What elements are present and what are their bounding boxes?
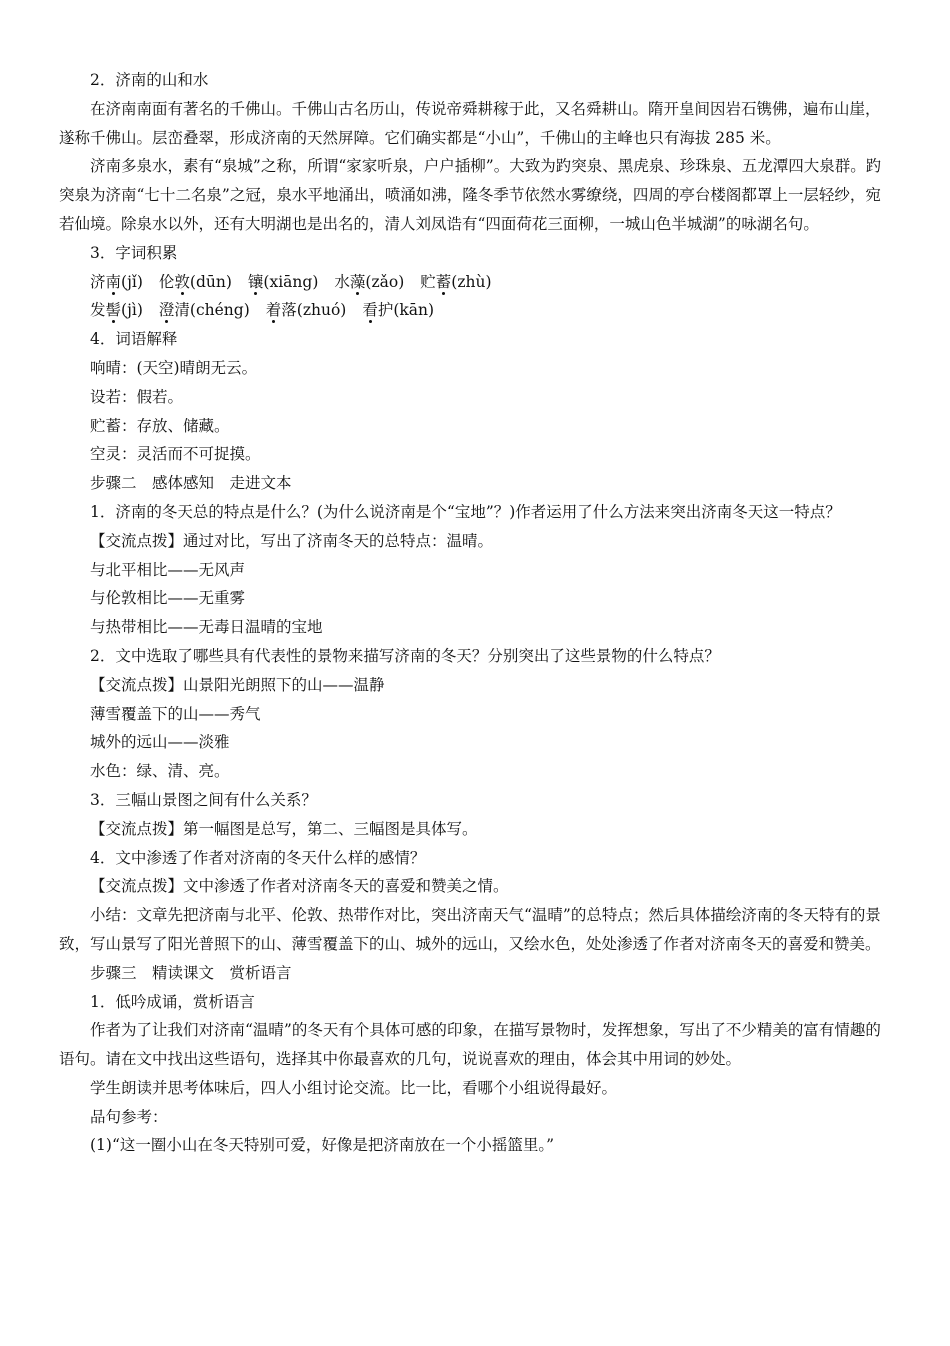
- section-heading-definitions: 4．词语解释: [90, 330, 178, 349]
- vocabulary-word: [334, 268, 404, 297]
- vocabulary-word-prefix: 济: [90, 272, 106, 291]
- section-heading-vocabulary: 3．字词积累: [90, 243, 178, 262]
- vocabulary-dotted-char: 藻: [349, 272, 366, 291]
- reference-sentence-1: (1)“这一圈小山在冬天特别可爱，好像是把济南放在一个小摇篮里。”: [90, 1136, 555, 1155]
- answer-1: 【交流点拨】通过对比，写出了济南冬天的总特点：温晴。: [90, 531, 494, 550]
- question-1: 1．济南的冬天总的特点是什么？(为什么说济南是个“宝地”？)作者运用了什么方法来突出济南冬天这一特点？: [90, 502, 841, 521]
- answer-1-line: 与伦敦相比——无重雾: [90, 589, 246, 608]
- vocabulary-pinyin: (zǎo): [365, 272, 405, 291]
- question-3: 3．三幅山景图之间有什么关系？: [90, 790, 317, 809]
- vocabulary-word-prefix: 水: [334, 272, 350, 291]
- question-2: 2．文中选取了哪些具有代表性的景物来描写济南的冬天？分别突出了这些景物的什么特点？: [90, 646, 720, 665]
- vocabulary-dotted-char: 着: [265, 301, 282, 320]
- reference-label: 品句参考：: [90, 1107, 168, 1126]
- vocabulary-word-prefix: 伦: [158, 272, 175, 291]
- step-three-subheading: 1．低吟成诵，赏析语言: [90, 992, 255, 1011]
- document-body: [59, 66, 895, 1160]
- vocabulary-pinyin: 护(kān): [377, 301, 435, 320]
- step-three-heading: 步骤三 精读课文 赏析语言: [90, 963, 292, 982]
- vocabulary-pinyin: (jì): [121, 301, 143, 320]
- vocabulary-word: [159, 268, 232, 297]
- paragraph-springs: 济南多泉水，素有“泉城”之称，所谓“家家听泉，户户插柳”。大致为趵突泉、黑虎泉、珍珠泉、五龙潭四大泉群。趵突泉为济南“七十二名泉”之冠，泉水平地涌出，喷涌如沸，隆冬季节依然水雾缭绕，四周的亭台楼阁都罩上一层轻纱，宛若仙境。除泉水以外，还有大明湖也是出名的，清人刘凤诰有“四面荷花三面柳，一城山色半城湖”的咏湖名句。: [59, 157, 882, 233]
- answer-2-line: 薄雪覆盖下的山——秀气: [90, 704, 261, 723]
- vocabulary-pinyin: 清(chéng): [174, 301, 250, 320]
- vocabulary-word: [90, 296, 143, 325]
- answer-2-line: 水色：绿、清、亮。: [90, 762, 230, 781]
- vocabulary-row-2: [90, 296, 895, 325]
- vocabulary-dotted-char: 镶: [247, 272, 264, 291]
- vocabulary-word: [420, 268, 491, 297]
- answer-3: 【交流点拨】第一幅图是总写，第二、三幅图是具体写。: [90, 819, 478, 838]
- vocabulary-pinyin: 落(zhuó): [281, 301, 347, 320]
- vocabulary-word-prefix: 贮: [420, 272, 436, 291]
- question-4: 4．文中渗透了作者对济南的冬天什么样的感情？: [90, 848, 426, 867]
- vocabulary-dotted-char: 蓄: [435, 272, 452, 291]
- vocabulary-dotted-char: 看: [362, 301, 378, 320]
- step-two-heading: 步骤二 感体感知 走进文本: [90, 474, 292, 493]
- definition-item: 贮蓄：存放、储藏。: [90, 416, 230, 435]
- vocabulary-word: [362, 296, 434, 325]
- vocabulary-dotted-char: 澄: [158, 301, 175, 320]
- vocabulary-word: [159, 296, 250, 325]
- definition-item: 设若：假若。: [90, 387, 184, 406]
- vocabulary-word: [90, 268, 143, 297]
- vocabulary-pinyin: (dūn): [189, 272, 232, 291]
- paragraph-discussion: 学生朗读并思考体味后，四人小组讨论交流。比一比，看哪个小组说得最好。: [59, 1078, 618, 1097]
- vocabulary-word: [248, 268, 318, 297]
- summary-paragraph: 小结：文章先把济南与北平、伦敦、热带作对比，突出济南天气“温晴”的总特点；然后具体描绘济南的冬天特有的景致，写山景写了阳光普照下的山、薄雪覆盖下的山、城外的远山，又绘水色，处处渗透了作者对济南冬天的喜爱和赞美。: [59, 906, 881, 953]
- answer-1-line: 与热带相比——无毒日温晴的宝地: [90, 618, 323, 637]
- vocabulary-row-1: [90, 268, 895, 297]
- vocabulary-word-prefix: 发: [90, 301, 106, 320]
- answer-4: 【交流点拨】文中渗透了作者对济南冬天的喜爱和赞美之情。: [90, 877, 509, 896]
- vocabulary-pinyin: (jǐ): [121, 272, 143, 291]
- vocabulary-pinyin: (xiāng): [263, 272, 319, 291]
- vocabulary-dotted-char: 南: [105, 272, 122, 291]
- vocabulary-dotted-char: 敦: [174, 272, 190, 291]
- definition-item: 空灵：灵活而不可捉摸。: [90, 445, 261, 464]
- answer-2: 【交流点拨】山景阳光朗照下的山——温静: [90, 675, 385, 694]
- definition-item: 响晴：(天空)晴朗无云。: [90, 358, 258, 377]
- vocabulary-dotted-char: 髻: [105, 301, 122, 320]
- answer-1-line: 与北平相比——无风声: [90, 560, 246, 579]
- answer-2-line: 城外的远山——淡雅: [90, 733, 230, 752]
- vocabulary-word: [266, 296, 347, 325]
- paragraph-task: 作者为了让我们对济南“温晴”的冬天有个具体可感的印象，在描写景物时，发挥想象，写出了不少精美的富有情趣的语句。请在文中找出这些语句，选择其中你最喜欢的几句，说说喜欢的理由，体会其中用词的妙处。: [59, 1021, 881, 1069]
- paragraph-qianfo-mountain: 在济南南面有著名的千佛山。千佛山古名历山，传说帝舜耕稼于此，又名舜耕山。隋开皇间因岩石镌佛，遍布山崖，遂称千佛山。层峦叠翠，形成济南的天然屏障。它们确实都是“小山”，千佛山的主峰也只有海拔 285 米。: [59, 99, 881, 147]
- section-heading-mountains-water: 2．济南的山和水: [90, 71, 209, 89]
- vocabulary-pinyin: (zhù): [451, 272, 492, 291]
